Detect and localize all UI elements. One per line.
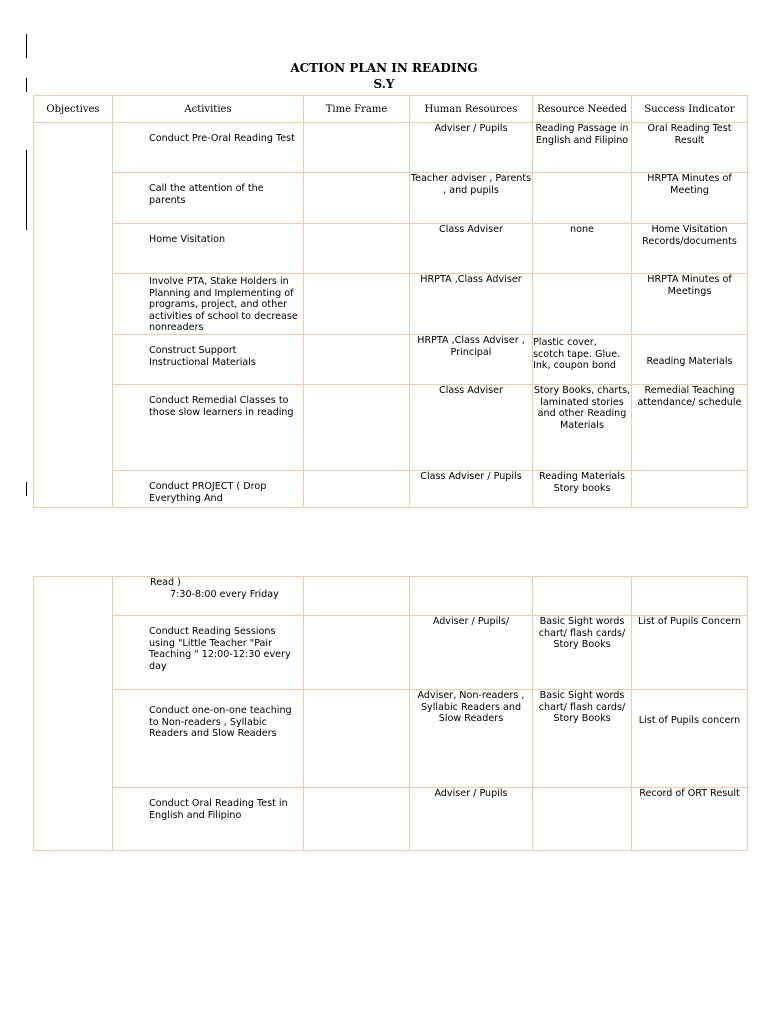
activity-cell: Call the attention of the parents [113, 173, 304, 224]
activity-cell: Construct Support Instructional Materials [113, 334, 304, 384]
time-frame-cell [304, 173, 410, 224]
action-plan-table-continued [33, 576, 748, 851]
bullet-icon [133, 234, 149, 246]
success-indicator-cell: Record of ORT Result [632, 788, 748, 851]
bullet-icon [133, 395, 149, 418]
success-indicator-cell [632, 577, 748, 616]
human-resources-cell: HRPTA ,Class Adviser [410, 274, 533, 335]
bullet-icon [133, 481, 149, 504]
bullet-icon [133, 705, 149, 740]
resource-needed-cell: Basic Sight words chart/ flash cards/ Story Books [533, 616, 632, 690]
time-frame-cell [304, 577, 410, 616]
time-frame-cell [304, 224, 410, 274]
human-resources-cell: Adviser, Non-readers , Syllabic Readers and Slow Readers [410, 690, 533, 788]
bullet-icon [133, 345, 149, 368]
margin-bar [26, 482, 27, 496]
human-resources-cell: Adviser / Pupils [410, 123, 533, 173]
activity-continuation: Read ) [150, 577, 181, 588]
human-resources-cell: Class Adviser [410, 224, 533, 274]
activity-cell: Conduct Reading Sessions using "Little Teacher "Pair Teaching " 12:00-12:30 every day [113, 616, 304, 690]
resource-needed-cell [533, 577, 632, 616]
header-time-frame: Time Frame [304, 96, 410, 123]
table-row [34, 384, 748, 470]
success-indicator-cell: Home Visitation Records/documents [632, 224, 748, 274]
time-frame-cell [304, 384, 410, 470]
bullet-icon [133, 183, 149, 206]
human-resources-cell: Class Adviser [410, 384, 533, 470]
header-success-indicator: Success Indicator [632, 96, 748, 123]
header-resource-needed: Resource Needed [533, 96, 632, 123]
margin-bar [26, 34, 27, 58]
bullet-icon [133, 626, 149, 672]
table-row [34, 788, 748, 851]
resource-needed-cell: Story Books, charts, laminated stories and other Reading Materials [533, 384, 632, 470]
success-indicator-cell: HRPTA Minutes of Meeting [632, 173, 748, 224]
table-row [34, 334, 748, 384]
activity-continuation-time: 7:30-8:00 every Friday [170, 588, 279, 600]
success-indicator-cell: Remedial Teaching attendance/ schedule [632, 384, 748, 470]
resource-needed-cell: Basic Sight words chart/ flash cards/ Story Books [533, 690, 632, 788]
bullet-icon [133, 276, 149, 334]
resource-needed-cell [533, 173, 632, 224]
margin-bar [26, 150, 27, 230]
success-indicator-cell: List of Pupils Concern [632, 616, 748, 690]
table-row [34, 577, 748, 616]
action-plan-table [33, 95, 748, 508]
table-header-row [34, 96, 748, 123]
human-resources-cell [410, 577, 533, 616]
time-frame-cell [304, 788, 410, 851]
time-frame-cell [304, 690, 410, 788]
page-title: ACTION PLAN IN READING [290, 61, 478, 75]
objectives-cell [34, 123, 113, 508]
time-frame-cell [304, 334, 410, 384]
success-indicator-cell: List of Pupils concern [632, 690, 748, 788]
success-indicator-cell: HRPTA Minutes of Meetings [632, 274, 748, 335]
resource-needed-cell: Plastic cover, scotch tape. Glue. Ink, coupon bond [533, 334, 632, 384]
resource-needed-cell: none [533, 224, 632, 274]
activity-cell [113, 577, 304, 616]
header-activities: Activities [113, 96, 304, 123]
table-row [34, 224, 748, 274]
human-resources-cell: Adviser / Pupils [410, 788, 533, 851]
bullet-icon [133, 798, 149, 821]
resource-needed-cell: Reading Passage in English and Filipino [533, 123, 632, 173]
table-row [34, 123, 748, 173]
table-row [34, 274, 748, 335]
activity-cell: Conduct PROJECT ( Drop Everything And [113, 470, 304, 507]
human-resources-cell: HRPTA ,Class Adviser , Principal [410, 334, 533, 384]
resource-needed-cell: Reading Materials Story books [533, 470, 632, 507]
table-row [34, 616, 748, 690]
header-human-resources: Human Resources [410, 96, 533, 123]
activity-cell: Conduct Oral Reading Test in English and Filipino [113, 788, 304, 851]
page-subtitle: S.Y [373, 77, 395, 91]
header-objectives: Objectives [34, 96, 113, 123]
success-indicator-cell [632, 470, 748, 507]
resource-needed-cell [533, 274, 632, 335]
table-row [34, 470, 748, 507]
time-frame-cell [304, 274, 410, 335]
activity-cell: Involve PTA, Stake Holders in Planning and Implementing of programs, project, and other activities of school to decrease nonreaders [113, 274, 304, 335]
resource-needed-cell [533, 788, 632, 851]
table-row [34, 173, 748, 224]
activity-cell: Conduct Remedial Classes to those slow learners in reading [113, 384, 304, 470]
table-row [34, 690, 748, 788]
activity-cell: Conduct Pre-Oral Reading Test [113, 123, 304, 173]
objectives-cell [34, 577, 113, 851]
success-indicator-cell: Reading Materials [632, 334, 748, 384]
time-frame-cell [304, 470, 410, 507]
human-resources-cell: Teacher adviser , Parents , and pupils [410, 173, 533, 224]
activity-cell: Conduct one-on-one teaching to Non-readers , Syllabic Readers and Slow Readers [113, 690, 304, 788]
activity-cell: Home Visitation [113, 224, 304, 274]
success-indicator-cell: Oral Reading Test Result [632, 123, 748, 173]
time-frame-cell [304, 123, 410, 173]
bullet-icon [133, 133, 149, 145]
human-resources-cell: Adviser / Pupils/ [410, 616, 533, 690]
human-resources-cell: Class Adviser / Pupils [410, 470, 533, 507]
time-frame-cell [304, 616, 410, 690]
